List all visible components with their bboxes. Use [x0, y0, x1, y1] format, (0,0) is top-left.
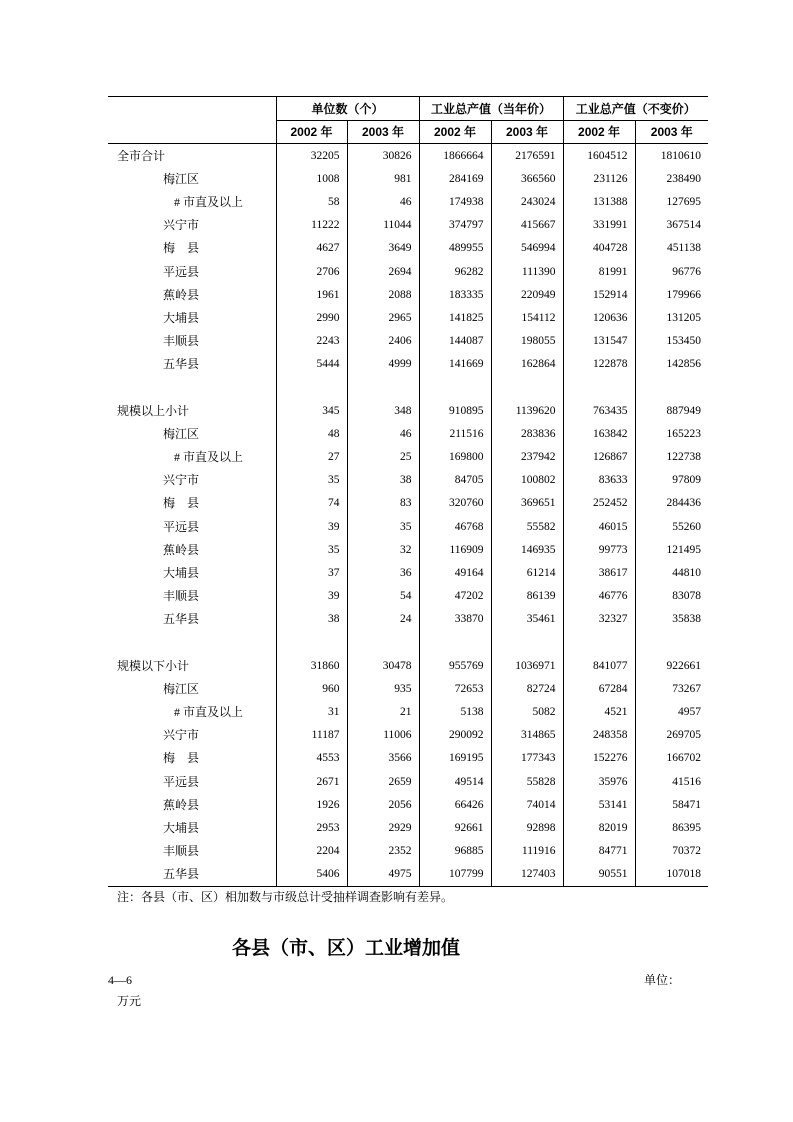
- row-label: # 市直及以上: [108, 701, 276, 724]
- cell-output-current-2003: 100802: [491, 469, 563, 492]
- cell-output-current-2002: 169195: [419, 747, 491, 770]
- cell-units-2003: 3649: [347, 237, 419, 260]
- row-label: 丰顺县: [108, 840, 276, 863]
- cell-units-2002: 4627: [276, 237, 347, 260]
- cell-output-current-2003: 2176591: [491, 144, 563, 168]
- cell-output-constant-2002: 38617: [563, 561, 635, 584]
- empty-cell: [419, 631, 491, 654]
- cell-output-constant-2002: 331991: [563, 214, 635, 237]
- cell-output-constant-2002: 163842: [563, 422, 635, 445]
- cell-output-constant-2003: 887949: [666, 404, 702, 417]
- cell-output-constant-2003: 58471: [672, 798, 702, 811]
- empty-cell: [347, 631, 419, 654]
- cell-units-2003: 3566: [347, 747, 419, 770]
- cell-output-current-2003: 5082: [491, 701, 563, 724]
- cell-output-constant-2002: 248358: [563, 724, 635, 747]
- table-row: [108, 724, 708, 747]
- cell-output-current-2003: 1139620: [491, 399, 563, 422]
- cell-units-2003: 36: [347, 561, 419, 584]
- table-row: [108, 167, 708, 190]
- column-header-year: 2002 年: [276, 121, 347, 144]
- cell-output-constant-2002: 1604512: [563, 144, 635, 168]
- cell-output-current-2003: 283836: [491, 422, 563, 445]
- cell-output-current-2002: 290092: [419, 724, 491, 747]
- table-row: [108, 445, 708, 468]
- cell-output-constant-2003: 451138: [666, 242, 702, 255]
- cell-output-current-2003: 366560: [491, 167, 563, 190]
- cell-output-current-2003: 243024: [491, 190, 563, 213]
- cell-output-constant-2003: 97809: [672, 474, 702, 487]
- cell-units-2002: 37: [276, 561, 347, 584]
- cell-output-current-2003: 55582: [491, 515, 563, 538]
- cell-units-2003: 2659: [347, 770, 419, 793]
- cell-output-constant-2002: 67284: [563, 677, 635, 700]
- cell-output-current-2002: 1866664: [419, 144, 491, 168]
- cell-units-2002: 27: [276, 445, 347, 468]
- cell-output-current-2002: 5138: [419, 701, 491, 724]
- table-row: [108, 515, 708, 538]
- cell-units-2003: 30826: [347, 144, 419, 168]
- cell-output-current-2002: 33870: [419, 608, 491, 631]
- cell-output-current-2002: 284169: [419, 167, 491, 190]
- row-label: 平远县: [108, 770, 276, 793]
- cell-units-2002: 1926: [276, 793, 347, 816]
- cell-units-2002: 960: [276, 677, 347, 700]
- cell-output-current-2002: 169800: [419, 445, 491, 468]
- cell-units-2003: 11006: [347, 724, 419, 747]
- subtotal-row: [108, 654, 708, 677]
- cell-output-constant-2003: 238490: [666, 172, 702, 185]
- row-label: 梅江区: [108, 677, 276, 700]
- cell-units-2003: 2965: [347, 306, 419, 329]
- cell-output-constant-2003: 107018: [666, 868, 702, 881]
- cell-units-2003: 4975: [347, 863, 419, 887]
- cell-units-2003: 24: [347, 608, 419, 631]
- cell-output-current-2003: 220949: [491, 283, 563, 306]
- cell-output-constant-2003: 922661: [666, 659, 702, 672]
- table-row: [108, 701, 708, 724]
- cell-output-current-2003: 146935: [491, 538, 563, 561]
- cell-units-2002: 35: [276, 538, 347, 561]
- cell-output-current-2002: 107799: [419, 863, 491, 887]
- table-row: [108, 237, 708, 260]
- column-header-year: 2003 年: [635, 121, 708, 144]
- cell-units-2002: 2243: [276, 330, 347, 353]
- cell-output-current-2002: 66426: [419, 793, 491, 816]
- table-row: [108, 816, 708, 839]
- cell-output-constant-2002: 35976: [563, 770, 635, 793]
- row-label: 兴宁市: [108, 724, 276, 747]
- cell-output-current-2002: 183335: [419, 283, 491, 306]
- row-label: 平远县: [108, 260, 276, 283]
- table-row: [108, 353, 708, 376]
- cell-output-constant-2002: 152276: [563, 747, 635, 770]
- cell-output-constant-2003: 86395: [672, 822, 702, 835]
- table-header: [108, 97, 708, 144]
- cell-output-constant-2003: 153450: [666, 335, 702, 348]
- row-label: 平远县: [108, 515, 276, 538]
- table-row: [108, 283, 708, 306]
- table-row: [108, 492, 708, 515]
- row-label: 规模以下小计: [108, 654, 276, 677]
- cell-output-constant-2002: 841077: [563, 654, 635, 677]
- header-corner-cell: [108, 97, 276, 144]
- subtotal-row: [108, 144, 708, 168]
- cell-units-2003: 935: [347, 677, 419, 700]
- cell-output-constant-2002: 126867: [563, 445, 635, 468]
- cell-output-current-2003: 82724: [491, 677, 563, 700]
- table-row: [108, 561, 708, 584]
- cell-units-2002: 5406: [276, 863, 347, 887]
- row-label: 大埔县: [108, 561, 276, 584]
- empty-cell: [108, 631, 276, 654]
- cell-units-2002: 35: [276, 469, 347, 492]
- cell-units-2003: 38: [347, 469, 419, 492]
- table-row: [108, 840, 708, 863]
- empty-cell: [563, 376, 635, 399]
- spacer-row: [108, 376, 708, 399]
- cell-units-2002: 2204: [276, 840, 347, 863]
- cell-output-current-2002: 72653: [419, 677, 491, 700]
- cell-units-2003: 32: [347, 538, 419, 561]
- row-label: 蕉岭县: [108, 538, 276, 561]
- cell-units-2002: 39: [276, 515, 347, 538]
- row-label: 兴宁市: [108, 214, 276, 237]
- cell-units-2002: 48: [276, 422, 347, 445]
- cell-output-constant-2002: 90551: [563, 863, 635, 887]
- header-row-groups: [108, 97, 708, 121]
- cell-output-current-2002: 141669: [419, 353, 491, 376]
- cell-output-current-2002: 489955: [419, 237, 491, 260]
- table-row: [108, 608, 708, 631]
- table-row: [108, 538, 708, 561]
- cell-output-constant-2002: 122878: [563, 353, 635, 376]
- table-body: [108, 144, 708, 887]
- table-row: [108, 863, 708, 887]
- cell-units-2003: 2406: [347, 330, 419, 353]
- table-row: [108, 677, 708, 700]
- cell-output-constant-2002: 404728: [563, 237, 635, 260]
- row-label: 蕉岭县: [108, 793, 276, 816]
- cell-units-2002: 5444: [276, 353, 347, 376]
- cell-units-2002: 31: [276, 701, 347, 724]
- cell-output-current-2002: 144087: [419, 330, 491, 353]
- cell-output-constant-2003: 131205: [666, 311, 702, 324]
- cell-units-2002: 38: [276, 608, 347, 631]
- row-label: 梅 县: [108, 492, 276, 515]
- table-row: [108, 422, 708, 445]
- row-label: # 市直及以上: [108, 190, 276, 213]
- empty-cell: [419, 376, 491, 399]
- table-row: [108, 469, 708, 492]
- cell-output-constant-2002: 53141: [563, 793, 635, 816]
- cell-units-2003: 30478: [347, 654, 419, 677]
- cell-units-2003: 2352: [347, 840, 419, 863]
- column-header-year: 2002 年: [563, 121, 635, 144]
- cell-output-current-2003: 154112: [491, 306, 563, 329]
- cell-units-2003: 4999: [347, 353, 419, 376]
- cell-units-2002: 1008: [276, 167, 347, 190]
- cell-output-current-2002: 96282: [419, 260, 491, 283]
- cell-output-constant-2003: 35838: [672, 613, 702, 626]
- cell-output-constant-2003: 44810: [672, 566, 702, 579]
- table-footnote: 注：各县（市、区）相加数与市级总计受抽样调查影响有差异。: [117, 890, 454, 904]
- row-label: 梅 县: [108, 237, 276, 260]
- table-row: [108, 585, 708, 608]
- cell-output-constant-2002: 152914: [563, 283, 635, 306]
- empty-cell: [635, 376, 708, 399]
- cell-output-current-2002: 46768: [419, 515, 491, 538]
- column-header-year: 2002 年: [419, 121, 491, 144]
- cell-output-constant-2003: 121495: [666, 543, 702, 556]
- cell-units-2002: 4553: [276, 747, 347, 770]
- row-label: # 市直及以上: [108, 445, 276, 468]
- cell-output-constant-2003: 1810610: [660, 149, 702, 162]
- row-label: 梅 县: [108, 747, 276, 770]
- industry-statistics-table: [108, 96, 708, 887]
- cell-output-constant-2003: 70372: [672, 845, 702, 858]
- cell-output-current-2003: 314865: [491, 724, 563, 747]
- cell-output-constant-2003: 73267: [672, 682, 702, 695]
- cell-output-constant-2003: 4957: [678, 706, 702, 719]
- cell-units-2002: 11187: [276, 724, 347, 747]
- cell-output-current-2002: 49514: [419, 770, 491, 793]
- cell-units-2003: 2929: [347, 816, 419, 839]
- row-label: 五华县: [108, 353, 276, 376]
- cell-units-2002: 74: [276, 492, 347, 515]
- cell-output-current-2002: 910895: [419, 399, 491, 422]
- cell-output-current-2003: 1036971: [491, 654, 563, 677]
- cell-output-current-2002: 49164: [419, 561, 491, 584]
- unit-value: 万元: [117, 994, 142, 1008]
- cell-units-2003: 2056: [347, 793, 419, 816]
- cell-output-current-2003: 35461: [491, 608, 563, 631]
- table-row: [108, 260, 708, 283]
- table-row: [108, 747, 708, 770]
- cell-units-2003: 2088: [347, 283, 419, 306]
- cell-output-constant-2002: 252452: [563, 492, 635, 515]
- row-label: 梅江区: [108, 167, 276, 190]
- cell-output-current-2002: 47202: [419, 585, 491, 608]
- table-row: [108, 793, 708, 816]
- table-number: 4—6: [108, 973, 132, 987]
- empty-cell: [563, 631, 635, 654]
- column-header-year: 2003 年: [491, 121, 563, 144]
- next-table-title: 各县（市、区）工业增加值: [232, 938, 461, 959]
- cell-output-current-2003: 546994: [491, 237, 563, 260]
- cell-units-2002: 11222: [276, 214, 347, 237]
- cell-output-constant-2002: 131547: [563, 330, 635, 353]
- cell-output-constant-2003: 179966: [666, 288, 702, 301]
- cell-output-constant-2003: 127695: [666, 195, 702, 208]
- cell-output-current-2002: 320760: [419, 492, 491, 515]
- cell-output-current-2003: 237942: [491, 445, 563, 468]
- cell-units-2002: 39: [276, 585, 347, 608]
- cell-output-current-2003: 61214: [491, 561, 563, 584]
- cell-units-2003: 21: [347, 701, 419, 724]
- cell-output-constant-2003: 96776: [672, 265, 702, 278]
- table-row: [108, 330, 708, 353]
- cell-units-2002: 2953: [276, 816, 347, 839]
- cell-output-constant-2002: 99773: [563, 538, 635, 561]
- cell-units-2002: 32205: [276, 144, 347, 168]
- cell-output-current-2003: 369651: [491, 492, 563, 515]
- row-label: 大埔县: [108, 816, 276, 839]
- cell-output-constant-2002: 763435: [563, 399, 635, 422]
- cell-output-current-2002: 96885: [419, 840, 491, 863]
- cell-output-constant-2003: 83078: [672, 590, 702, 603]
- cell-output-constant-2002: 120636: [563, 306, 635, 329]
- spacer-row: [108, 631, 708, 654]
- cell-output-current-2002: 174938: [419, 190, 491, 213]
- cell-units-2002: 2990: [276, 306, 347, 329]
- cell-output-current-2003: 415667: [491, 214, 563, 237]
- cell-units-2002: 58: [276, 190, 347, 213]
- cell-output-current-2002: 211516: [419, 422, 491, 445]
- cell-output-current-2003: 86139: [491, 585, 563, 608]
- empty-cell: [491, 631, 563, 654]
- cell-output-current-2003: 177343: [491, 747, 563, 770]
- empty-cell: [635, 631, 708, 654]
- row-label: 五华县: [108, 608, 276, 631]
- cell-output-constant-2002: 46776: [563, 585, 635, 608]
- row-label: 丰顺县: [108, 330, 276, 353]
- cell-output-constant-2002: 84771: [563, 840, 635, 863]
- cell-output-current-2003: 92898: [491, 816, 563, 839]
- cell-output-constant-2003: 41516: [672, 775, 702, 788]
- row-label: 梅江区: [108, 422, 276, 445]
- cell-output-current-2002: 92661: [419, 816, 491, 839]
- cell-units-2003: 35: [347, 515, 419, 538]
- cell-output-constant-2002: 32327: [563, 608, 635, 631]
- cell-units-2002: 31860: [276, 654, 347, 677]
- cell-units-2003: 2694: [347, 260, 419, 283]
- cell-units-2002: 2671: [276, 770, 347, 793]
- row-label: 大埔县: [108, 306, 276, 329]
- cell-output-constant-2002: 131388: [563, 190, 635, 213]
- cell-output-constant-2002: 81991: [563, 260, 635, 283]
- row-label: 蕉岭县: [108, 283, 276, 306]
- cell-output-constant-2003: 367514: [666, 219, 702, 232]
- cell-output-constant-2002: 83633: [563, 469, 635, 492]
- cell-units-2002: 345: [276, 399, 347, 422]
- cell-output-current-2003: 55828: [491, 770, 563, 793]
- cell-units-2003: 348: [347, 399, 419, 422]
- row-label: 丰顺县: [108, 585, 276, 608]
- table-row: [108, 306, 708, 329]
- cell-output-constant-2003: 55260: [672, 520, 702, 533]
- cell-units-2003: 46: [347, 190, 419, 213]
- subtotal-row: [108, 399, 708, 422]
- cell-output-constant-2002: 231126: [563, 167, 635, 190]
- cell-units-2003: 981: [347, 167, 419, 190]
- column-group-units: 单位数（个）: [276, 97, 419, 121]
- empty-cell: [491, 376, 563, 399]
- table-row: [108, 190, 708, 213]
- cell-units-2003: 46: [347, 422, 419, 445]
- unit-label: 单位：: [644, 973, 681, 987]
- cell-output-current-2002: 84705: [419, 469, 491, 492]
- cell-units-2002: 2706: [276, 260, 347, 283]
- cell-output-current-2003: 111390: [491, 260, 563, 283]
- cell-output-current-2003: 198055: [491, 330, 563, 353]
- cell-output-current-2002: 955769: [419, 654, 491, 677]
- empty-cell: [108, 376, 276, 399]
- cell-output-current-2003: 127403: [491, 863, 563, 887]
- column-group-output-current-prices: 工业总产值（当年价）: [419, 97, 563, 121]
- cell-units-2002: 1961: [276, 283, 347, 306]
- row-label: 规模以上小计: [108, 399, 276, 422]
- column-group-output-constant-prices: 工业总产值（不变价）: [563, 97, 708, 121]
- cell-output-constant-2002: 82019: [563, 816, 635, 839]
- cell-output-current-2003: 111916: [491, 840, 563, 863]
- cell-output-current-2002: 116909: [419, 538, 491, 561]
- cell-units-2003: 11044: [347, 214, 419, 237]
- cell-output-constant-2002: 46015: [563, 515, 635, 538]
- table-row: [108, 214, 708, 237]
- cell-output-constant-2003: 122738: [666, 451, 702, 464]
- cell-units-2003: 83: [347, 492, 419, 515]
- cell-output-constant-2003: 165223: [666, 427, 702, 440]
- cell-output-constant-2003: 269705: [666, 729, 702, 742]
- empty-cell: [347, 376, 419, 399]
- cell-output-current-2002: 141825: [419, 306, 491, 329]
- cell-output-constant-2003: 166702: [666, 752, 702, 765]
- cell-units-2003: 54: [347, 585, 419, 608]
- cell-output-constant-2003: 284436: [666, 497, 702, 510]
- row-label: 兴宁市: [108, 469, 276, 492]
- cell-output-constant-2002: 4521: [563, 701, 635, 724]
- cell-output-current-2003: 162864: [491, 353, 563, 376]
- cell-output-constant-2003: 142856: [666, 358, 702, 371]
- cell-output-current-2003: 74014: [491, 793, 563, 816]
- empty-cell: [276, 376, 347, 399]
- empty-cell: [276, 631, 347, 654]
- cell-output-current-2002: 374797: [419, 214, 491, 237]
- row-label: 全市合计: [108, 144, 276, 168]
- cell-units-2003: 25: [347, 445, 419, 468]
- table-row: [108, 770, 708, 793]
- row-label: 五华县: [108, 863, 276, 887]
- column-header-year: 2003 年: [347, 121, 419, 144]
